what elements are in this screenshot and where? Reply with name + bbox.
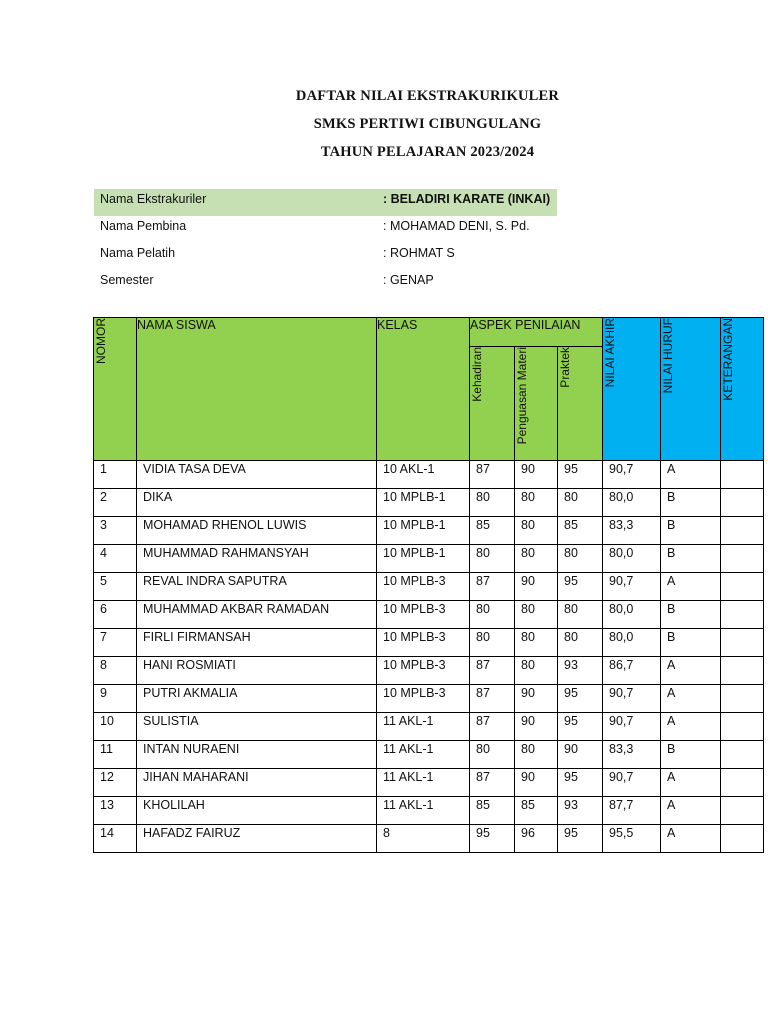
cell-nama: PUTRI AKMALIA — [137, 685, 377, 713]
cell-praktek: 95 — [558, 685, 603, 713]
cell-penguasan-materi: 80 — [515, 517, 558, 545]
cell-keterangan — [721, 685, 764, 713]
cell-kehadiran: 85 — [470, 797, 515, 825]
cell-nilai-huruf: A — [661, 769, 721, 797]
cell-penguasan-materi: 80 — [515, 601, 558, 629]
cell-penguasan-materi: 85 — [515, 797, 558, 825]
cell-praktek: 93 — [558, 657, 603, 685]
header-nilai-akhir: NILAI AKHIR — [603, 318, 661, 461]
title-line-2: SMKS PERTIWI CIBUNGULANG — [313, 116, 542, 132]
cell-kehadiran: 87 — [470, 685, 515, 713]
info-label: Semester — [100, 273, 154, 287]
header-keterangan: KETERANGAN — [721, 318, 764, 461]
document-title — [0, 86, 768, 170]
cell-kelas: 10 MPLB-3 — [377, 601, 470, 629]
cell-nomor: 7 — [94, 629, 137, 657]
table-row — [94, 657, 764, 685]
info-value: : GENAP — [383, 273, 434, 287]
info-row-ekstrakurikuler — [94, 189, 557, 216]
cell-nomor: 1 — [94, 461, 137, 489]
cell-nama: DIKA — [137, 489, 377, 517]
cell-kelas: 10 MPLB-3 — [377, 629, 470, 657]
cell-nama: HANI ROSMIATI — [137, 657, 377, 685]
cell-nilai-akhir: 83,3 — [603, 517, 661, 545]
cell-nilai-akhir: 90,7 — [603, 769, 661, 797]
cell-kelas: 11 AKL-1 — [377, 769, 470, 797]
info-row-pembina — [94, 216, 557, 243]
table-row — [94, 769, 764, 797]
cell-kehadiran: 87 — [470, 657, 515, 685]
cell-nilai-huruf: A — [661, 713, 721, 741]
table-row — [94, 629, 764, 657]
cell-nama: VIDIA TASA DEVA — [137, 461, 377, 489]
cell-nilai-huruf: A — [661, 797, 721, 825]
cell-nilai-akhir: 80,0 — [603, 601, 661, 629]
info-row-pelatih — [94, 243, 557, 270]
info-value: : BELADIRI KARATE (INKAI) — [383, 192, 551, 206]
cell-kehadiran: 95 — [470, 825, 515, 853]
cell-nilai-akhir: 80,0 — [603, 629, 661, 657]
header-penguasan-materi: Penguasan Materi — [515, 347, 558, 461]
cell-penguasan-materi: 80 — [515, 741, 558, 769]
cell-nilai-huruf: B — [661, 489, 721, 517]
cell-kehadiran: 87 — [470, 461, 515, 489]
header-praktek: Praktek — [558, 347, 603, 461]
cell-nilai-huruf: A — [661, 461, 721, 489]
cell-praktek: 90 — [558, 741, 603, 769]
info-value: : MOHAMAD DENI, S. Pd. — [383, 219, 530, 233]
cell-nilai-huruf: A — [661, 657, 721, 685]
cell-nama: INTAN NURAENI — [137, 741, 377, 769]
cell-praktek: 95 — [558, 573, 603, 601]
info-row-semester — [94, 270, 557, 297]
cell-nilai-akhir: 95,5 — [603, 825, 661, 853]
cell-keterangan — [721, 517, 764, 545]
cell-penguasan-materi: 90 — [515, 769, 558, 797]
cell-kelas: 10 MPLB-3 — [377, 685, 470, 713]
info-label: Nama Ekstrakuriler — [100, 192, 207, 206]
cell-kelas: 8 — [377, 825, 470, 853]
cell-penguasan-materi: 80 — [515, 545, 558, 573]
cell-praktek: 95 — [558, 461, 603, 489]
cell-nilai-akhir: 86,7 — [603, 657, 661, 685]
cell-nilai-akhir: 90,7 — [603, 573, 661, 601]
cell-nilai-huruf: A — [661, 685, 721, 713]
table-row — [94, 489, 764, 517]
cell-nomor: 14 — [94, 825, 137, 853]
cell-nomor: 6 — [94, 601, 137, 629]
cell-nama: REVAL INDRA SAPUTRA — [137, 573, 377, 601]
cell-nomor: 8 — [94, 657, 137, 685]
cell-kelas: 10 MPLB-3 — [377, 573, 470, 601]
table-row — [94, 741, 764, 769]
cell-keterangan — [721, 601, 764, 629]
cell-nilai-akhir: 90,7 — [603, 461, 661, 489]
cell-nilai-akhir: 87,7 — [603, 797, 661, 825]
cell-nilai-akhir: 83,3 — [603, 741, 661, 769]
cell-nomor: 13 — [94, 797, 137, 825]
table-row — [94, 461, 764, 489]
cell-nama: MOHAMAD RHENOL LUWIS — [137, 517, 377, 545]
cell-keterangan — [721, 797, 764, 825]
cell-nomor: 11 — [94, 741, 137, 769]
cell-nama: MUHAMMAD RAHMANSYAH — [137, 545, 377, 573]
cell-nama: SULISTIA — [137, 713, 377, 741]
header-kelas: KELAS — [377, 318, 470, 461]
cell-penguasan-materi: 90 — [515, 573, 558, 601]
info-label: Nama Pembina — [100, 219, 187, 233]
cell-kehadiran: 80 — [470, 489, 515, 517]
info-label: Nama Pelatih — [100, 246, 176, 260]
cell-nilai-akhir: 80,0 — [603, 489, 661, 517]
cell-kehadiran: 80 — [470, 601, 515, 629]
cell-kelas: 10 MPLB-1 — [377, 545, 470, 573]
cell-keterangan — [721, 573, 764, 601]
table-row — [94, 825, 764, 853]
cell-kehadiran: 80 — [470, 741, 515, 769]
table-row — [94, 713, 764, 741]
cell-nilai-akhir: 90,7 — [603, 685, 661, 713]
cell-kehadiran: 80 — [470, 545, 515, 573]
cell-nomor: 2 — [94, 489, 137, 517]
cell-kehadiran: 87 — [470, 769, 515, 797]
cell-nilai-huruf: B — [661, 517, 721, 545]
cell-nilai-akhir: 80,0 — [603, 545, 661, 573]
cell-praktek: 95 — [558, 713, 603, 741]
cell-praktek: 80 — [558, 545, 603, 573]
cell-keterangan — [721, 741, 764, 769]
cell-penguasan-materi: 80 — [515, 657, 558, 685]
cell-penguasan-materi: 90 — [515, 685, 558, 713]
cell-penguasan-materi: 90 — [515, 461, 558, 489]
cell-keterangan — [721, 825, 764, 853]
grades-table — [93, 317, 764, 853]
cell-kelas: 10 MPLB-1 — [377, 489, 470, 517]
header-nama-siswa: NAMA SISWA — [137, 318, 377, 461]
cell-kelas: 10 MPLB-3 — [377, 657, 470, 685]
table-row — [94, 685, 764, 713]
cell-penguasan-materi: 90 — [515, 713, 558, 741]
header-nilai-huruf: NILAI HURUF — [661, 318, 721, 461]
cell-nama: MUHAMMAD AKBAR RAMADAN — [137, 601, 377, 629]
cell-nilai-huruf: B — [661, 629, 721, 657]
cell-praktek: 95 — [558, 769, 603, 797]
table-row — [94, 797, 764, 825]
title-line-3: TAHUN PELAJARAN 2023/2024 — [320, 144, 535, 160]
cell-nomor: 9 — [94, 685, 137, 713]
cell-kehadiran: 85 — [470, 517, 515, 545]
cell-nilai-huruf: B — [661, 601, 721, 629]
header-aspek-penilaian: ASPEK PENILAIAN — [470, 318, 603, 347]
cell-keterangan — [721, 461, 764, 489]
cell-keterangan — [721, 713, 764, 741]
header-kehadiran: Kehadiran — [470, 347, 515, 461]
cell-keterangan — [721, 629, 764, 657]
cell-keterangan — [721, 489, 764, 517]
table-row — [94, 573, 764, 601]
cell-nama: JIHAN MAHARANI — [137, 769, 377, 797]
cell-nilai-huruf: B — [661, 741, 721, 769]
table-row — [94, 601, 764, 629]
cell-penguasan-materi: 96 — [515, 825, 558, 853]
cell-kelas: 10 MPLB-1 — [377, 517, 470, 545]
cell-kelas: 11 AKL-1 — [377, 741, 470, 769]
cell-kelas: 11 AKL-1 — [377, 797, 470, 825]
cell-kehadiran: 80 — [470, 629, 515, 657]
cell-nomor: 5 — [94, 573, 137, 601]
info-value: : ROHMAT S — [383, 246, 455, 260]
table-row — [94, 545, 764, 573]
cell-kelas: 10 AKL-1 — [377, 461, 470, 489]
cell-praktek: 80 — [558, 629, 603, 657]
cell-penguasan-materi: 80 — [515, 629, 558, 657]
cell-praktek: 93 — [558, 797, 603, 825]
table-row — [94, 517, 764, 545]
cell-keterangan — [721, 545, 764, 573]
cell-praktek: 80 — [558, 601, 603, 629]
cell-penguasan-materi: 80 — [515, 489, 558, 517]
cell-nomor: 10 — [94, 713, 137, 741]
title-line-1: DAFTAR NILAI EKSTRAKURIKULER — [295, 88, 560, 104]
cell-nama: FIRLI FIRMANSAH — [137, 629, 377, 657]
cell-nilai-huruf: A — [661, 825, 721, 853]
cell-keterangan — [721, 657, 764, 685]
cell-kelas: 11 AKL-1 — [377, 713, 470, 741]
cell-nilai-huruf: A — [661, 573, 721, 601]
cell-praktek: 80 — [558, 489, 603, 517]
header-nomor: NOMOR — [94, 318, 137, 461]
cell-nomor: 4 — [94, 545, 137, 573]
cell-nomor: 12 — [94, 769, 137, 797]
cell-praktek: 95 — [558, 825, 603, 853]
cell-kehadiran: 87 — [470, 713, 515, 741]
cell-nilai-huruf: B — [661, 545, 721, 573]
cell-praktek: 85 — [558, 517, 603, 545]
cell-kehadiran: 87 — [470, 573, 515, 601]
grades-table-body — [94, 461, 764, 853]
cell-nilai-akhir: 90,7 — [603, 713, 661, 741]
cell-nomor: 3 — [94, 517, 137, 545]
cell-nama: KHOLILAH — [137, 797, 377, 825]
cell-keterangan — [721, 769, 764, 797]
cell-nama: HAFADZ FAIRUZ — [137, 825, 377, 853]
